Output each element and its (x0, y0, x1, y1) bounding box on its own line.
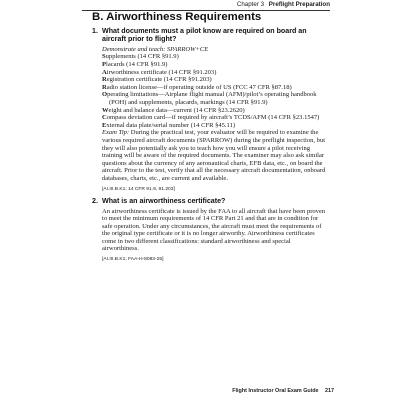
exam-tip-text: During the practical test, your evaluator will be required to examine the various required aircraft documents (SPARROW) during the preflight inspection, but they will also potentially ask you to teach how you will ensure a pilot receiving training will be aware of the required documents. The examiner may also ask similar questions about the currency of any aeronautical charts, EFB data, etc., on board the aircraft. Prior to the test, verify that all the necessary aircraft documentation, onboard databases, charts, etc., are current and available. (102, 129, 326, 182)
item-text: egistration certificate (14 CFR §91.203) (106, 76, 212, 84)
list-item (102, 76, 328, 84)
item-initial: R (102, 76, 107, 84)
answer-text: An airworthiness certificate is issued by the FAA to all aircraft that have been proven to meet the minimum requirements of 14 CFR Part 21 and that are in condition for safe operation. Under any circumstances, the aircraft must meet the requirements of the original type certificate or it is no longer airworthy. Airworthiness certificates come in two different classifications: standard airworthiness and special airworthiness. (102, 207, 326, 253)
section-title: B. Airworthiness Requirements (92, 11, 262, 23)
item-text: perating limitations—Airplane flight manual (AFM)/pilot’s operating handbook (POH) and supplements, placards, markings (14 CFR §91.9) (107, 91, 317, 106)
chapter-title: Preflight Preparation (268, 1, 330, 8)
answer-2 (102, 208, 328, 264)
list-item (102, 122, 328, 130)
exam-tip-label: Exam Tip: (102, 129, 130, 137)
exam-tip (102, 129, 328, 182)
item-text: adio station license—if operating outside of US (FCC 47 CFR §87.18) (106, 83, 292, 91)
item-initial: W (102, 106, 109, 114)
item-text: ompass deviation card—if required by aircraft’s TCDS/AFM (14 CFR §23.1547) (106, 114, 320, 122)
answer-1 (102, 46, 328, 193)
question-text: What documents must a pilot know are required on board an aircraft prior to flight? (102, 27, 307, 44)
list-item (102, 84, 328, 92)
item-initial: P (102, 61, 106, 68)
item-initial: A (102, 68, 107, 76)
question-2 (92, 197, 328, 205)
question-1 (92, 27, 328, 44)
chapter-label: Chapter 3 (236, 1, 265, 8)
list-item (102, 91, 328, 106)
question-number: 1. (92, 27, 98, 35)
item-initial: S (102, 53, 106, 61)
running-footer (232, 388, 334, 394)
running-header (237, 1, 330, 8)
list-item (102, 61, 328, 69)
item-text: upplements (14 CFR §91.9) (105, 53, 179, 61)
list-item (102, 107, 328, 115)
question-text: What is an airworthiness certificate? (102, 197, 226, 206)
list-item (102, 69, 328, 77)
item-initial: R (102, 83, 107, 91)
item-text: eight and balance data—current (14 CFR §23.2620) (108, 106, 245, 114)
item-text: lacards (14 CFR §91.9) (106, 61, 168, 68)
reference: [AI.III.B.K1; FAA-H-8083-25] (102, 257, 164, 263)
page-content (92, 11, 328, 268)
item-text: xternal data plate/serial number (14 CFR §45.11) (106, 121, 236, 129)
instruction-line (102, 46, 328, 54)
page-number: 217 (325, 388, 334, 394)
item-initial: O (102, 91, 108, 99)
list-item (102, 53, 328, 61)
list-item (102, 114, 328, 122)
item-initial: E (102, 121, 107, 129)
item-text: irworthiness certificate (14 CFR §91.203) (106, 68, 217, 76)
book-title: Flight Instructor Oral Exam Guide (232, 388, 319, 394)
question-number: 2. (92, 197, 98, 206)
item-initial: C (102, 114, 107, 122)
instruction-text: Demonstrate and teach: SPARROW+CE (102, 45, 209, 53)
reference: [AI.III.B.K1; 14 CFR 91.9, 91.203] (102, 186, 175, 192)
